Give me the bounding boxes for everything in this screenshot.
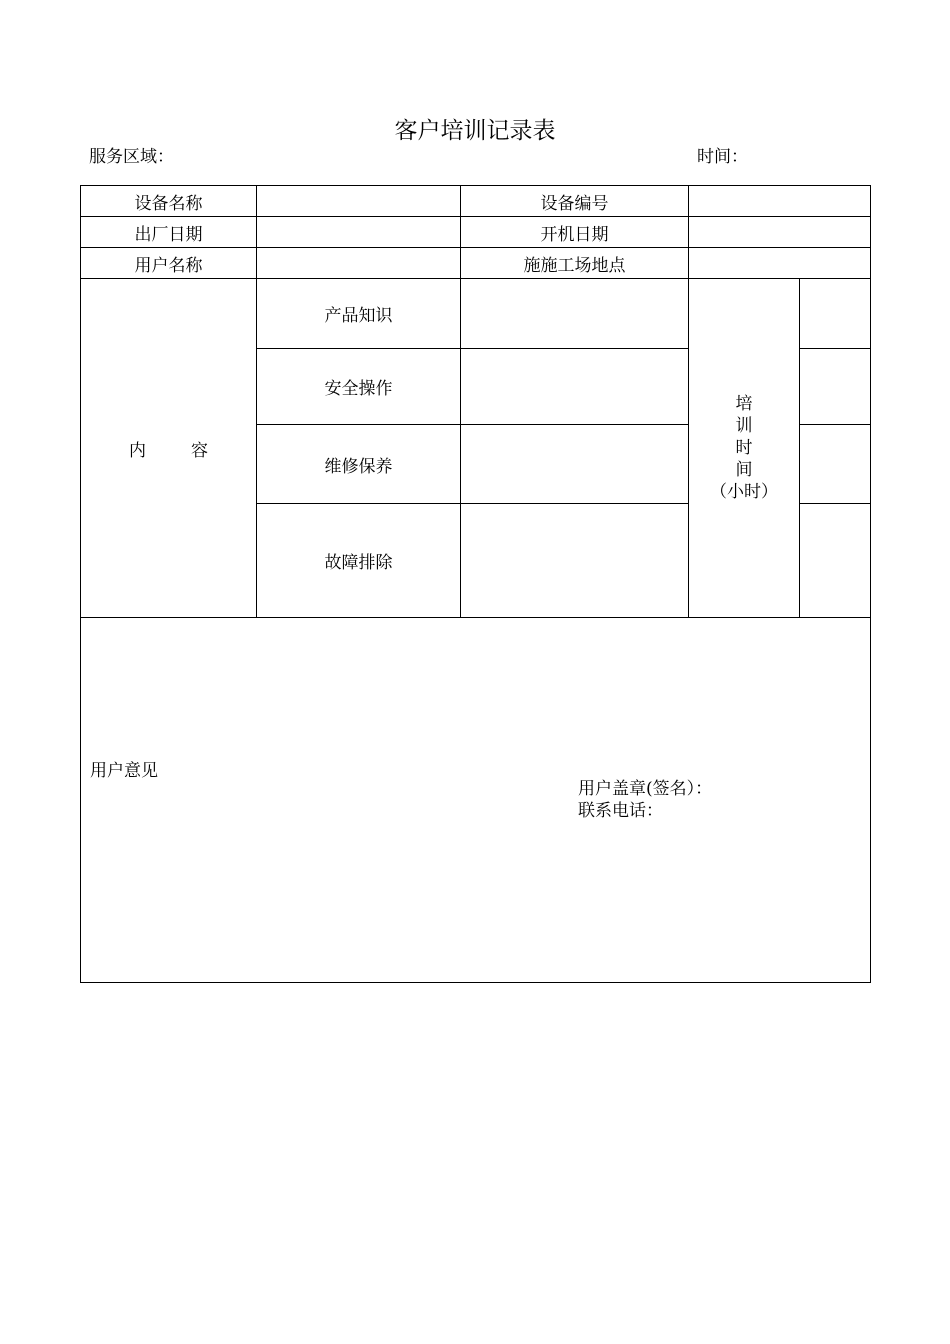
training-time-label [689,279,800,618]
table-row-dates [81,217,871,248]
form-title: 客户培训记录表 [394,118,556,144]
user-opinion-cell[interactable] [81,618,871,983]
equipment-number-label: 设备编号 [461,186,689,217]
content-label-left: 内 [129,440,146,461]
factory-date-label: 出厂日期 [81,217,257,248]
content-label [81,279,257,618]
content-item-maintenance: 维修保养 [257,425,461,504]
training-time-value-4[interactable] [800,504,871,618]
time-label: 时间： [697,147,748,167]
signature-block [578,778,712,822]
table-row-opinion [81,618,871,983]
factory-date-value[interactable] [257,217,461,248]
service-area-label: 服务区域： [89,147,174,167]
equipment-name-label: 设备名称 [81,186,257,217]
content-item-safety-operation: 安全操作 [257,349,461,425]
training-time-line: 时 [735,438,753,458]
content-item-safety-operation-value[interactable] [461,349,689,425]
equipment-number-value[interactable] [689,186,871,217]
training-time-value-1[interactable] [800,279,871,349]
content-item-product-knowledge: 产品知识 [257,279,461,349]
table-row-user [81,248,871,279]
training-time-line: （小时） [710,482,778,502]
site-location-value[interactable] [689,248,871,279]
training-record-table [80,185,871,983]
startup-date-label: 开机日期 [461,217,689,248]
equipment-name-value[interactable] [257,186,461,217]
training-time-value-2[interactable] [800,349,871,425]
training-time-line: 间 [735,460,753,480]
startup-date-value[interactable] [689,217,871,248]
content-item-troubleshooting-value[interactable] [461,504,689,618]
user-seal-label: 用户盖章(签名）： [578,779,713,799]
content-item-maintenance-value[interactable] [461,425,689,504]
content-label-right: 容 [191,440,208,461]
content-item-product-knowledge-value[interactable] [461,279,689,349]
training-time-value-3[interactable] [800,425,871,504]
user-name-label: 用户名称 [81,248,257,279]
training-time-line: 训 [735,416,753,436]
table-row-content-1 [81,279,871,349]
site-location-label: 施施工场地点 [461,248,689,279]
user-name-value[interactable] [257,248,461,279]
content-item-troubleshooting: 故障排除 [257,504,461,618]
table-row-equipment [81,186,871,217]
user-opinion-label: 用户意见 [90,761,158,781]
contact-phone-label: 联系电话： [578,801,663,821]
training-time-line: 培 [735,394,753,414]
